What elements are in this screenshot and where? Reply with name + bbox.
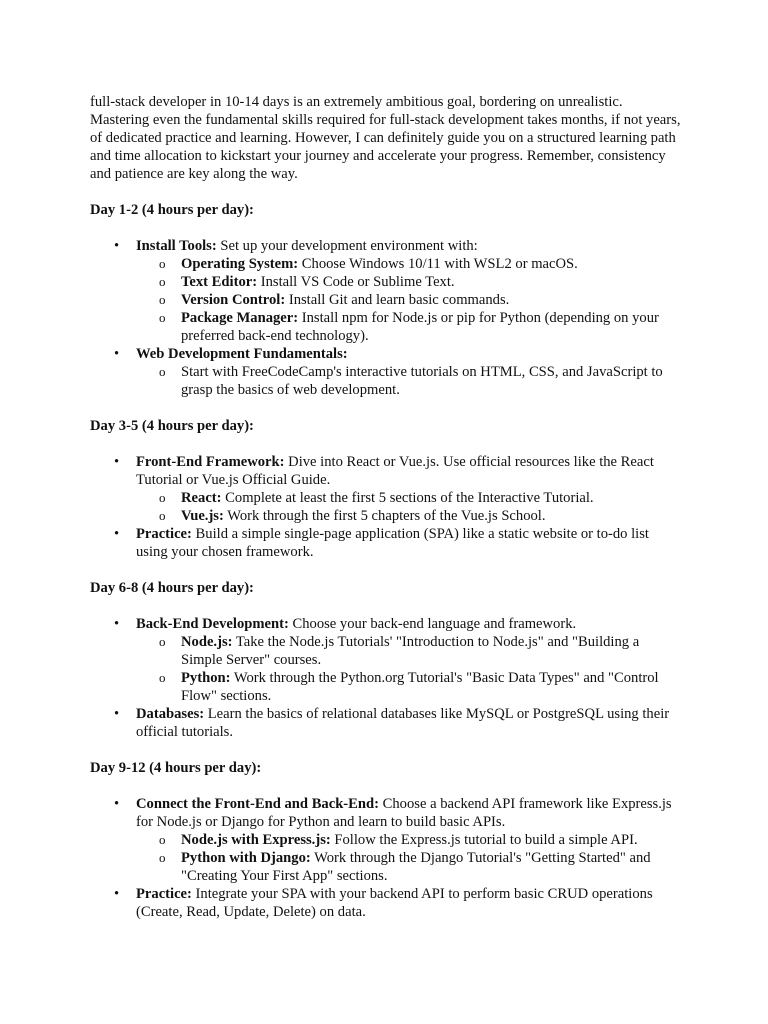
sub-item-text: Work through the first 5 chapters of the Vue.js School. — [223, 508, 546, 524]
sub-item — [181, 669, 684, 705]
sub-item-label: Node.js: — [181, 634, 233, 650]
item-label: Practice: — [136, 526, 192, 542]
sub-item — [181, 363, 684, 399]
sub-item — [181, 273, 684, 291]
sub-item-label: Python: — [181, 670, 231, 686]
sub-item-text: Take the Node.js Tutorials' "Introduction to Node.js" and "Building a Simple Server" courses. — [181, 634, 640, 668]
item-text: Set up your development environment with: — [216, 238, 478, 254]
item-label: Practice: — [136, 886, 192, 902]
bullet-item — [136, 453, 684, 525]
item-text: Choose your back-end language and framework. — [288, 616, 577, 632]
bullet-item — [136, 525, 684, 561]
bullet-list — [90, 795, 684, 921]
bullet-list — [90, 237, 684, 399]
sub-item — [181, 291, 684, 309]
day-section — [90, 579, 684, 741]
sub-item-text: Complete at least the first 5 sections of the Interactive Tutorial. — [221, 490, 594, 506]
sub-item-label: Package Manager: — [181, 310, 299, 326]
document-page — [90, 93, 684, 939]
sub-item — [181, 831, 684, 849]
sub-item-text: Install Git and learn basic commands. — [285, 292, 510, 308]
bullet-item — [136, 237, 684, 345]
bullet-item — [136, 795, 684, 885]
sub-item — [181, 489, 684, 507]
sub-item — [181, 255, 684, 273]
sub-item-label: Version Control: — [181, 292, 286, 308]
sub-item-text: Work through the Python.org Tutorial's "Basic Data Types" and "Control Flow" sections. — [181, 670, 659, 704]
item-label: Front-End Framework: — [136, 454, 285, 470]
intro-paragraph: full-stack developer in 10-14 days is an extremely ambitious goal, bordering on unrealistic. Mastering even the fundamental skills required for full-stack development takes months, if not years, of dedicated practice and learning. However, I can definitely guide you on a structured learning path and time allocation to kickstart your journey and accelerate your progress. Remember, consistency and patience are key along the way. — [90, 94, 681, 182]
item-label: Web Development Fundamentals: — [136, 346, 348, 362]
sub-item-label: Python with Django: — [181, 850, 311, 866]
sub-item-label: React: — [181, 490, 222, 506]
sub-item-label: Node.js with Express.js: — [181, 832, 331, 848]
sub-item-text: Work through the Django Tutorial's "Getting Started" and "Creating Your First App" sections. — [181, 850, 651, 884]
bullet-item — [136, 615, 684, 705]
sub-item-label: Operating System: — [181, 256, 299, 272]
item-text: Dive into React or Vue.js. Use official resources like the React Tutorial or Vue.js Official Guide. — [136, 454, 654, 488]
item-label: Back-End Development: — [136, 616, 289, 632]
day-heading: Day 3-5 (4 hours per day): — [90, 418, 254, 434]
day-heading: Day 6-8 (4 hours per day): — [90, 580, 254, 596]
sub-item — [181, 507, 684, 525]
sub-item-text: Install VS Code or Sublime Text. — [257, 274, 455, 290]
bullet-item — [136, 705, 684, 741]
sub-item-text: Install npm for Node.js or pip for Python (depending on your preferred back-end technology). — [181, 310, 659, 344]
sub-item — [181, 633, 684, 669]
sub-item-label: Text Editor: — [181, 274, 258, 290]
item-text: Build a simple single-page application (SPA) like a static website or to-do list using your chosen framework. — [136, 526, 649, 560]
sub-list — [136, 363, 684, 399]
item-text: Integrate your SPA with your backend API to perform basic CRUD operations (Create, Read, Update, Delete) on data. — [136, 886, 653, 920]
day-section — [90, 759, 684, 921]
sub-list — [136, 489, 684, 525]
bullet-item — [136, 345, 684, 399]
item-text: Choose a backend API framework like Express.js for Node.js or Django for Python and learn to build basic APIs. — [136, 796, 672, 830]
sub-item-text: Choose Windows 10/11 with WSL2 or macOS. — [298, 256, 578, 272]
day-heading: Day 1-2 (4 hours per day): — [90, 202, 254, 218]
sub-item — [181, 309, 684, 345]
item-label: Databases: — [136, 706, 205, 722]
day-heading: Day 9-12 (4 hours per day): — [90, 760, 262, 776]
item-label: Install Tools: — [136, 238, 217, 254]
sub-list — [136, 633, 684, 705]
sub-item-text: Follow the Express.js tutorial to build a simple API. — [330, 832, 638, 848]
bullet-item — [136, 885, 684, 921]
bullet-list — [90, 453, 684, 561]
sub-item-label: Vue.js: — [181, 508, 224, 524]
sub-list — [136, 831, 684, 885]
day-section — [90, 201, 684, 399]
sub-list — [136, 255, 684, 345]
day-section — [90, 417, 684, 561]
bullet-list — [90, 615, 684, 741]
sub-item-text: Start with FreeCodeCamp's interactive tutorials on HTML, CSS, and JavaScript to grasp the basics of web development. — [181, 364, 663, 398]
item-text: Learn the basics of relational databases like MySQL or PostgreSQL using their official tutorials. — [136, 706, 670, 740]
sub-item — [181, 849, 684, 885]
item-label: Connect the Front-End and Back-End: — [136, 796, 379, 812]
